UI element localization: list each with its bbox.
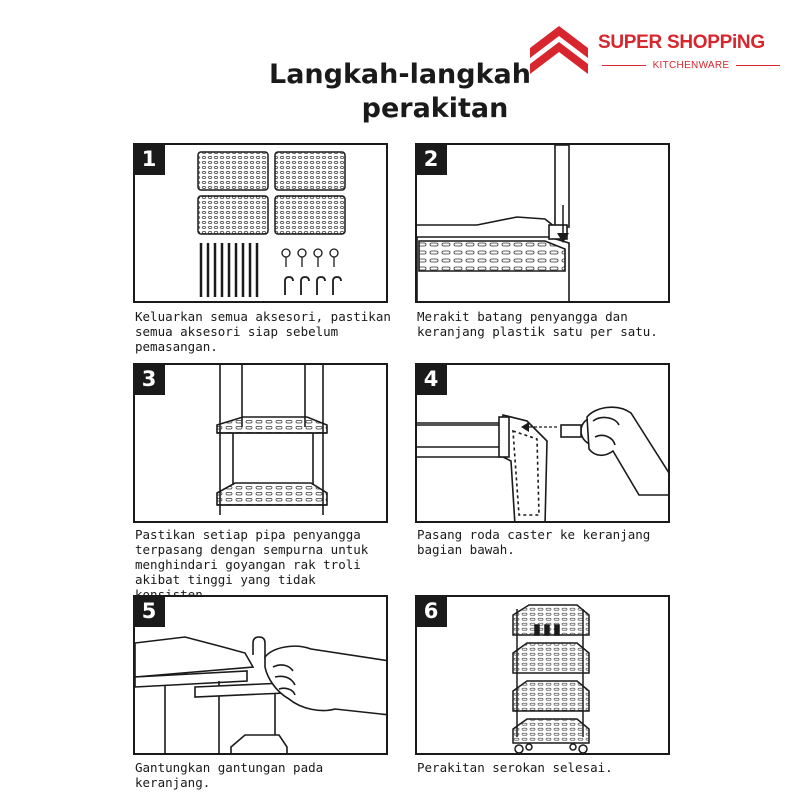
step-2-caption: Merakit batang penyangga dan keranjang plastik satu per satu. [417,309,658,339]
step-6-number: 6 [415,595,447,627]
page-title [200,58,600,126]
brand-subtitle: KITCHENWARE [652,60,730,71]
step-3-number: 3 [133,363,165,395]
step-4-panel [415,363,670,523]
step-6-panel [415,595,670,755]
step-1-number: 1 [133,143,165,175]
step-5-hook-illustration [135,597,388,755]
step-4-caption: Pasang roda caster ke keranjang bagian bawah. [417,527,651,557]
step-3-frame-illustration [135,365,388,523]
step-2-number: 2 [415,143,447,175]
step-5-caption: Gantungkan gantungan pada keranjang. [135,760,324,790]
step-5-number: 5 [133,595,165,627]
step-1-caption: Keluarkan semua aksesori, pastikan semua aksesori siap sebelum pemasangan. [135,309,391,354]
title-line-2: perakitan [361,93,509,124]
step-1-panel [133,143,388,303]
step-1-accessories-illustration [135,145,388,303]
step-5-panel [133,595,388,755]
title-line-1: Langkah-langkah [269,59,531,90]
step-6-caption: Perakitan serokan selesai. [417,760,613,775]
step-2-support-rod-illustration [417,145,670,303]
step-3-caption: Pastikan setiap pipa penyangga terpasang dengan sempurna untuk menghindari goyangan rak troli akibat tinggi yang tidak [135,527,369,587]
step-2-panel [415,143,670,303]
brand-divider-right [736,65,780,66]
brand-name: SUPER SHOPPiNG [598,32,765,53]
step-3-panel [133,363,388,523]
step-6-completed-trolley-illustration [417,597,670,755]
step-4-caster-wheel-illustration [417,365,670,523]
step-4-number: 4 [415,363,447,395]
